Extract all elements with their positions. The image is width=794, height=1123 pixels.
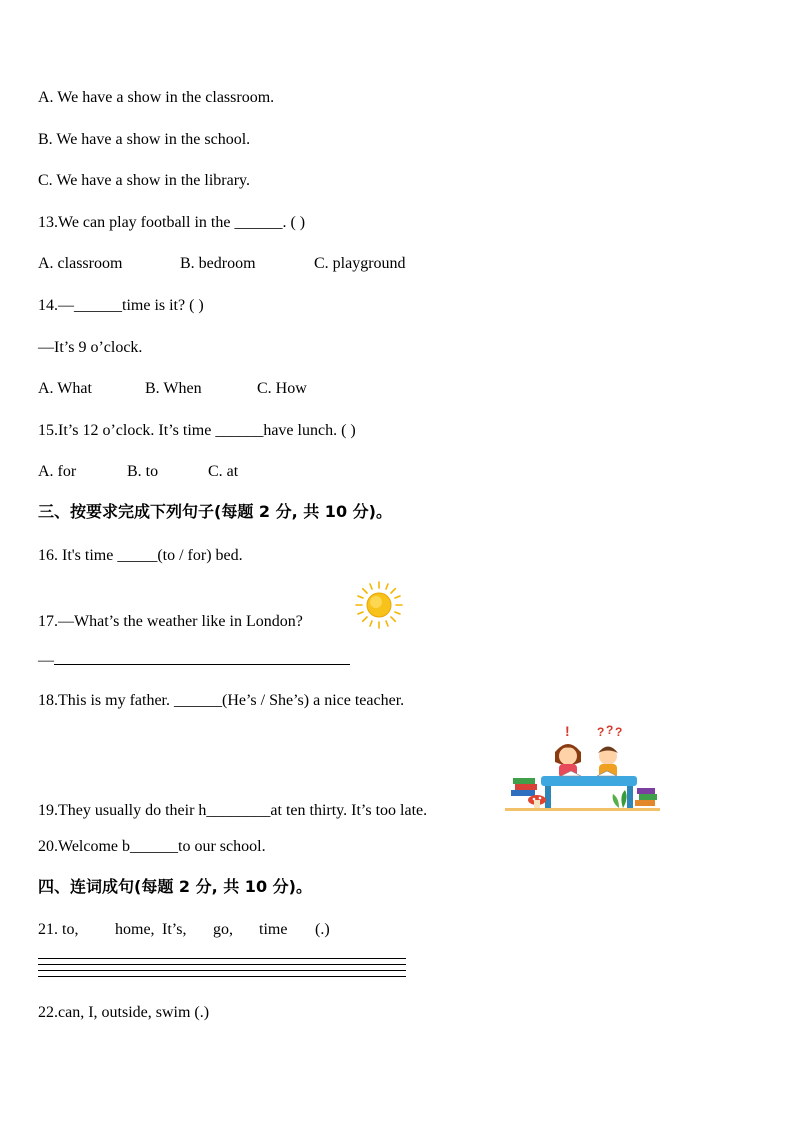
writing-line[interactable]	[38, 958, 406, 959]
question-number: 15.	[38, 422, 58, 439]
children-studying-illustration	[505, 722, 660, 818]
sun-icon	[354, 580, 404, 630]
question-stem: can, I, outside, swim (.)	[58, 1004, 210, 1021]
question-number: 21.	[38, 921, 62, 938]
question-22	[38, 1003, 209, 1023]
question-18	[38, 691, 404, 711]
question-number: 14.	[38, 297, 58, 314]
word-chip: It’s,	[162, 921, 187, 938]
question-14	[38, 296, 204, 316]
question-number: 17.	[38, 613, 58, 630]
question-13	[38, 213, 305, 233]
dialogue-dash: —	[38, 652, 54, 669]
answer-blank[interactable]: ______	[234, 214, 283, 231]
question-stem: Welcome b	[58, 838, 131, 855]
question-17	[38, 612, 303, 632]
section-4-heading: 四、连词成句(每题 2 分, 共 10 分)。	[38, 877, 312, 896]
svg-text:!: !	[565, 723, 570, 739]
question-stem: It’s 12 o’clock. It’s time	[58, 422, 216, 439]
dialogue-dash: —	[58, 297, 74, 314]
answer-blank[interactable]	[54, 650, 350, 665]
q12-option-a: A. We have a show in the classroom.	[38, 89, 275, 106]
svg-text:?: ?	[606, 723, 614, 737]
option-c[interactable]: C. How	[257, 380, 307, 397]
question-stem-end: (to / for) bed.	[157, 547, 243, 564]
option-b[interactable]: B. to	[127, 463, 159, 480]
option-c[interactable]: C. at	[208, 463, 239, 480]
q14-answer-line: —It’s 9 o’clock.	[38, 339, 143, 356]
writing-line[interactable]	[38, 976, 406, 977]
option-c[interactable]: C. playground	[314, 255, 406, 272]
question-number: 13.	[38, 214, 58, 231]
writing-line[interactable]	[38, 964, 406, 965]
question-stem: They usually do their h	[58, 802, 207, 819]
q14-options	[38, 379, 307, 399]
question-stem: It's time	[62, 547, 118, 564]
option-b[interactable]: B. bedroom	[180, 255, 256, 272]
question-stem: We can play football in the	[58, 214, 235, 231]
question-20	[38, 837, 266, 857]
question-stem-end: to our school.	[178, 838, 266, 855]
q13-options	[38, 254, 406, 274]
question-19	[38, 801, 427, 821]
svg-text:?: ?	[597, 725, 605, 739]
question-stem-end: (He’s / She’s) a nice teacher.	[221, 692, 405, 709]
q17-answer-line	[38, 650, 350, 671]
question-15	[38, 421, 356, 441]
writing-line[interactable]	[38, 970, 406, 971]
answer-blank[interactable]: ______	[130, 838, 179, 855]
option-a[interactable]: A. classroom	[38, 255, 123, 272]
option-a[interactable]: A. for	[38, 463, 77, 480]
question-stem-end: at ten thirty. It’s too late.	[270, 802, 428, 819]
section-3-heading: 三、按要求完成下列句子(每题 2 分, 共 10 分)。	[38, 502, 392, 521]
question-number: 22.	[38, 1004, 58, 1021]
q12-option-b: B. We have a show in the school.	[38, 131, 251, 148]
sentence-end: (.)	[315, 921, 330, 938]
question-16	[38, 546, 243, 566]
option-a[interactable]: A. What	[38, 380, 92, 397]
question-number: 16.	[38, 547, 62, 564]
word-chip: to,	[62, 921, 79, 938]
word-chip: go,	[213, 921, 233, 938]
question-number: 20.	[38, 838, 58, 855]
question-stem-end: time is it? ( )	[122, 297, 204, 314]
question-stem: —What’s the weather like in London?	[58, 613, 303, 630]
option-b[interactable]: B. When	[145, 380, 202, 397]
question-21	[38, 920, 330, 940]
answer-blank[interactable]: _____	[117, 547, 158, 564]
q15-options	[38, 462, 238, 482]
answer-blank[interactable]: ______	[74, 297, 122, 314]
answer-blank[interactable]: ______	[215, 422, 264, 439]
q12-option-c: C. We have a show in the library.	[38, 172, 250, 189]
question-stem-end: have lunch. ( )	[263, 422, 356, 439]
word-chip: home,	[115, 921, 155, 938]
question-number: 18.	[38, 692, 58, 709]
question-stem: This is my father.	[58, 692, 174, 709]
word-chip: time	[259, 921, 288, 938]
answer-blank[interactable]: ________	[206, 802, 271, 819]
answer-blank[interactable]: ______	[173, 692, 222, 709]
svg-text:?: ?	[615, 725, 623, 739]
question-stem-end: . ( )	[282, 214, 306, 231]
question-number: 19.	[38, 802, 58, 819]
